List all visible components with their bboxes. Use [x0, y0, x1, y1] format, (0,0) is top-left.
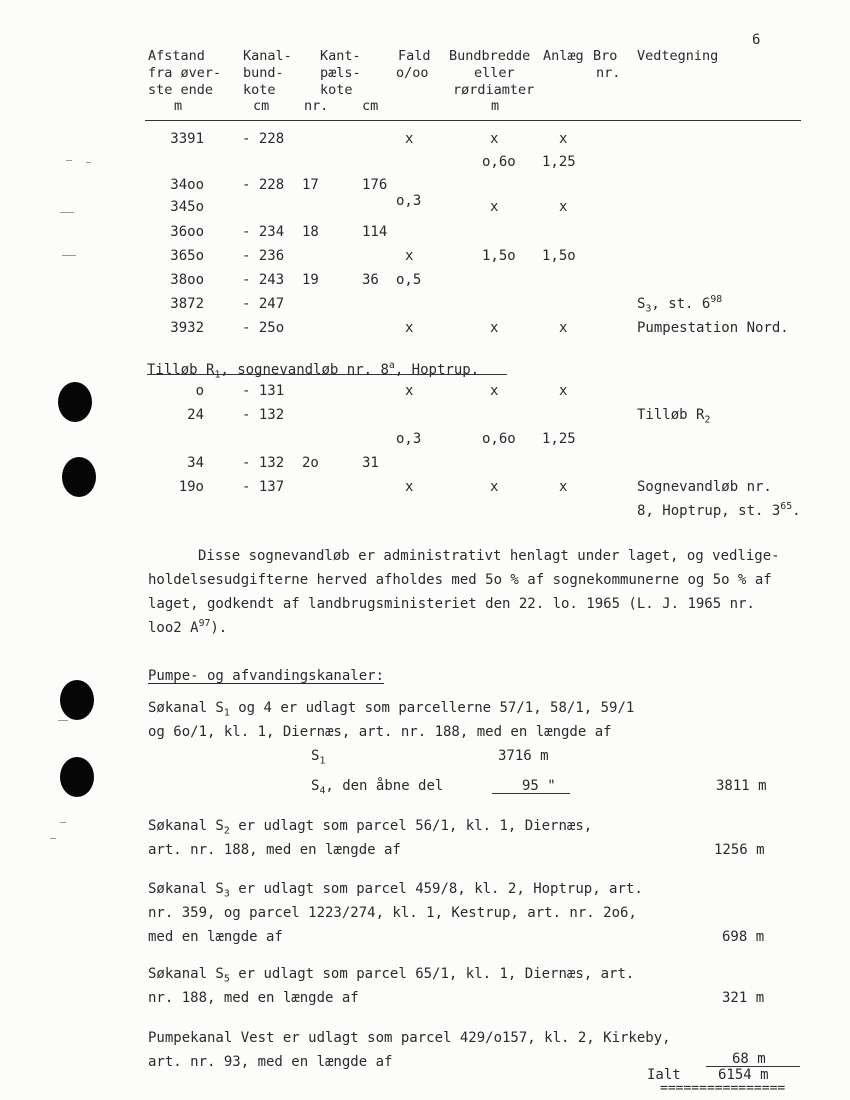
- page-number: 6: [752, 32, 761, 48]
- cell-kp_nr: 18: [302, 224, 319, 240]
- cell-kote: - 247: [242, 296, 285, 312]
- header-bund-2: eller: [474, 65, 515, 81]
- cell-afstand: 3932: [170, 320, 204, 336]
- cell-bund: x: [490, 199, 499, 215]
- cell-vedtegning: Sognevandløb nr.: [637, 479, 772, 495]
- s4-sublabel: $S_4$, den åbne del: [311, 778, 444, 797]
- header-bro-2: nr.: [596, 65, 621, 81]
- s3-value: 698 m: [722, 929, 765, 945]
- cell-kote: - 132: [242, 407, 285, 423]
- cell-kp_cm: 114: [362, 224, 388, 240]
- cell-vedtegning: Pumpestation Nord.: [637, 320, 789, 336]
- cell-afstand: 365o: [170, 248, 204, 264]
- s3-line-3: med en længde af: [148, 929, 283, 945]
- header-afstand-2: fra øver-: [148, 65, 222, 81]
- cell-kp_cm: 31: [362, 455, 379, 471]
- header-fald-1: Fald: [398, 48, 431, 64]
- cell-vedtegning-2: 8, Hoptrup, st. $3^{65}$.: [637, 501, 801, 519]
- cell-afstand: 3872: [170, 296, 204, 312]
- ialt-double-rule: ================: [660, 1081, 786, 1096]
- cell-fald: x: [405, 383, 414, 399]
- pv-value: 68 m: [732, 1051, 766, 1067]
- punch-hole: [60, 757, 94, 797]
- header-anlaeg: Anlæg: [543, 48, 584, 64]
- cell-fald: o,3: [396, 193, 422, 209]
- margin-mark: [50, 838, 56, 839]
- cell-kote: - 25o: [242, 320, 285, 336]
- s1-line-2: og 6o/1, kl. 1, Diernæs, art. nr. 188, med en længde af: [148, 724, 612, 740]
- header-bund-unit: m: [491, 98, 500, 114]
- header-kant-cm: cm: [362, 98, 379, 114]
- cell-afstand: 24: [187, 407, 204, 423]
- header-bro-1: Bro: [593, 48, 618, 64]
- header-kanal-unit: cm: [253, 98, 270, 114]
- header-bund-3: rørdiamter: [453, 82, 535, 98]
- cell-kote: - 228: [242, 131, 285, 147]
- ialt-value: 6154 m: [718, 1067, 769, 1083]
- cell-fald: x: [405, 131, 414, 147]
- s3-line-1: Søkanal $S_3$ er udlagt som parcel 459/8, kl. 2, Hoptrup, art.: [148, 881, 643, 900]
- s5-line-2: nr. 188, med en længde af: [148, 990, 359, 1006]
- cell-afstand: o: [195, 383, 204, 399]
- margin-mark: [58, 720, 68, 721]
- margin-mark: [66, 160, 72, 161]
- cell-kote: - 131: [242, 383, 285, 399]
- cell-afstand: 34oo: [170, 177, 204, 193]
- header-bund-1: Bundbredde: [449, 48, 531, 64]
- cell-bund: 1,5o: [482, 248, 516, 264]
- cell-afstand: 19o: [178, 479, 204, 495]
- header-kanal-2: bund-: [243, 65, 284, 81]
- cell-kote: - 236: [242, 248, 285, 264]
- margin-mark: [62, 255, 76, 256]
- s4-value-rule: [492, 793, 570, 794]
- header-kant-nr: nr.: [304, 98, 329, 114]
- cell-anlaeg: x: [559, 320, 568, 336]
- s1-sublabel: $S_1$: [311, 748, 326, 767]
- s2-line-1: Søkanal $S_2$ er udlagt som parcel 56/1, kl. 1, Diernæs,: [148, 818, 593, 837]
- cell-fald: o,3: [396, 431, 422, 447]
- section-title: Pumpe- og afvandingskanaler:: [148, 668, 385, 684]
- cell-fald: x: [405, 248, 414, 264]
- header-rule: [145, 120, 801, 121]
- cell-bund: x: [490, 479, 499, 495]
- cell-fald: o,5: [396, 272, 422, 288]
- s1-line-1: Søkanal $S_1$ og 4 er udlagt som parcellerne 57/1, 58/1, 59/1: [148, 700, 635, 719]
- punch-hole: [58, 382, 92, 422]
- cell-afstand: 34: [187, 455, 204, 471]
- cell-anlaeg: 1,25: [542, 154, 576, 170]
- cell-bund: x: [490, 320, 499, 336]
- cell-afstand: 38oo: [170, 272, 204, 288]
- header-kant-3: kote: [320, 82, 353, 98]
- tillob-rule: [147, 374, 507, 375]
- pv-line-2: art. nr. 93, med en længde af: [148, 1054, 393, 1070]
- cell-anlaeg: 1,25: [542, 431, 576, 447]
- cell-vedtegning: Tilløb $R_2$: [637, 407, 711, 426]
- header-afstand-unit: m: [174, 98, 183, 114]
- cell-bund: x: [490, 383, 499, 399]
- header-kant-1: Kant-: [320, 48, 361, 64]
- cell-fald: x: [405, 320, 414, 336]
- punch-hole: [60, 680, 94, 720]
- cell-anlaeg: x: [559, 383, 568, 399]
- s5-value: 321 m: [722, 990, 765, 1006]
- cell-kp_nr: 17: [302, 177, 319, 193]
- header-afstand-3: ste ende: [148, 82, 214, 98]
- tillob-heading: Tilløb $R_1$, sognevandløb nr. 8$^a$, Hoptrup.: [147, 360, 480, 381]
- cell-bund: o,6o: [482, 431, 516, 447]
- header-kant-2: pæls-: [320, 65, 361, 81]
- cell-kote: - 137: [242, 479, 285, 495]
- cell-afstand: 345o: [170, 199, 204, 215]
- s1-s4-total: 3811 m: [716, 778, 767, 794]
- cell-kote: - 243: [242, 272, 285, 288]
- cell-kote: - 132: [242, 455, 285, 471]
- cell-afstand: 3391: [170, 131, 204, 147]
- s2-line-2: art. nr. 188, med en længde af: [148, 842, 401, 858]
- margin-mark: [60, 212, 74, 213]
- cell-afstand: 36oo: [170, 224, 204, 240]
- paragraph-line-1: Disse sognevandløb er administrativt henlagt under laget, og vedlige-: [198, 548, 780, 564]
- cell-fald: x: [405, 479, 414, 495]
- cell-anlaeg: x: [559, 131, 568, 147]
- cell-kp_cm: 176: [362, 177, 388, 193]
- cell-anlaeg: x: [559, 479, 568, 495]
- ialt-label: Ialt: [647, 1067, 681, 1083]
- header-kanal-1: Kanal-: [243, 48, 292, 64]
- cell-kp_cm: 36: [362, 272, 379, 288]
- cell-kp_nr: 19: [302, 272, 319, 288]
- header-kanal-3: kote: [243, 82, 276, 98]
- punch-hole: [62, 457, 96, 497]
- s2-value: 1256 m: [714, 842, 765, 858]
- s3-line-2: nr. 359, og parcel 1223/274, kl. 1, Kestrup, art. nr. 2o6,: [148, 905, 637, 921]
- cell-bund: x: [490, 131, 499, 147]
- cell-vedtegning: $S_3$, st. $6^{98}$: [637, 294, 723, 315]
- cell-kote: - 234: [242, 224, 285, 240]
- header-vedtegning: Vedtegning: [637, 48, 719, 64]
- header-afstand-1: Afstand: [148, 48, 205, 64]
- s5-line-1: Søkanal $S_5$ er udlagt som parcel 65/1, kl. 1, Diernæs, art.: [148, 966, 635, 985]
- cell-kote: - 228: [242, 177, 285, 193]
- s4-value: 95 ": [522, 778, 556, 794]
- cell-anlaeg: 1,5o: [542, 248, 576, 264]
- cell-anlaeg: x: [559, 199, 568, 215]
- cell-bund: o,6o: [482, 154, 516, 170]
- paragraph-line-2: holdelsesudgifterne herved afholdes med 5o % af sognekommunerne og 5o % af: [148, 572, 772, 588]
- paragraph-line-3: laget, godkendt af landbrugsministeriet den 22. lo. 1965 (L. J. 1965 nr.: [148, 596, 755, 612]
- paragraph-line-4: loo2 $A^{97}$).: [148, 618, 228, 636]
- pv-line-1: Pumpekanal Vest er udlagt som parcel 429/o157, kl. 2, Kirkeby,: [148, 1030, 671, 1046]
- s1-value: 3716 m: [498, 748, 549, 764]
- header-fald-2: o/oo: [396, 65, 429, 81]
- margin-mark: [60, 822, 66, 823]
- cell-kp_nr: 2o: [302, 455, 319, 471]
- margin-mark: [86, 162, 91, 163]
